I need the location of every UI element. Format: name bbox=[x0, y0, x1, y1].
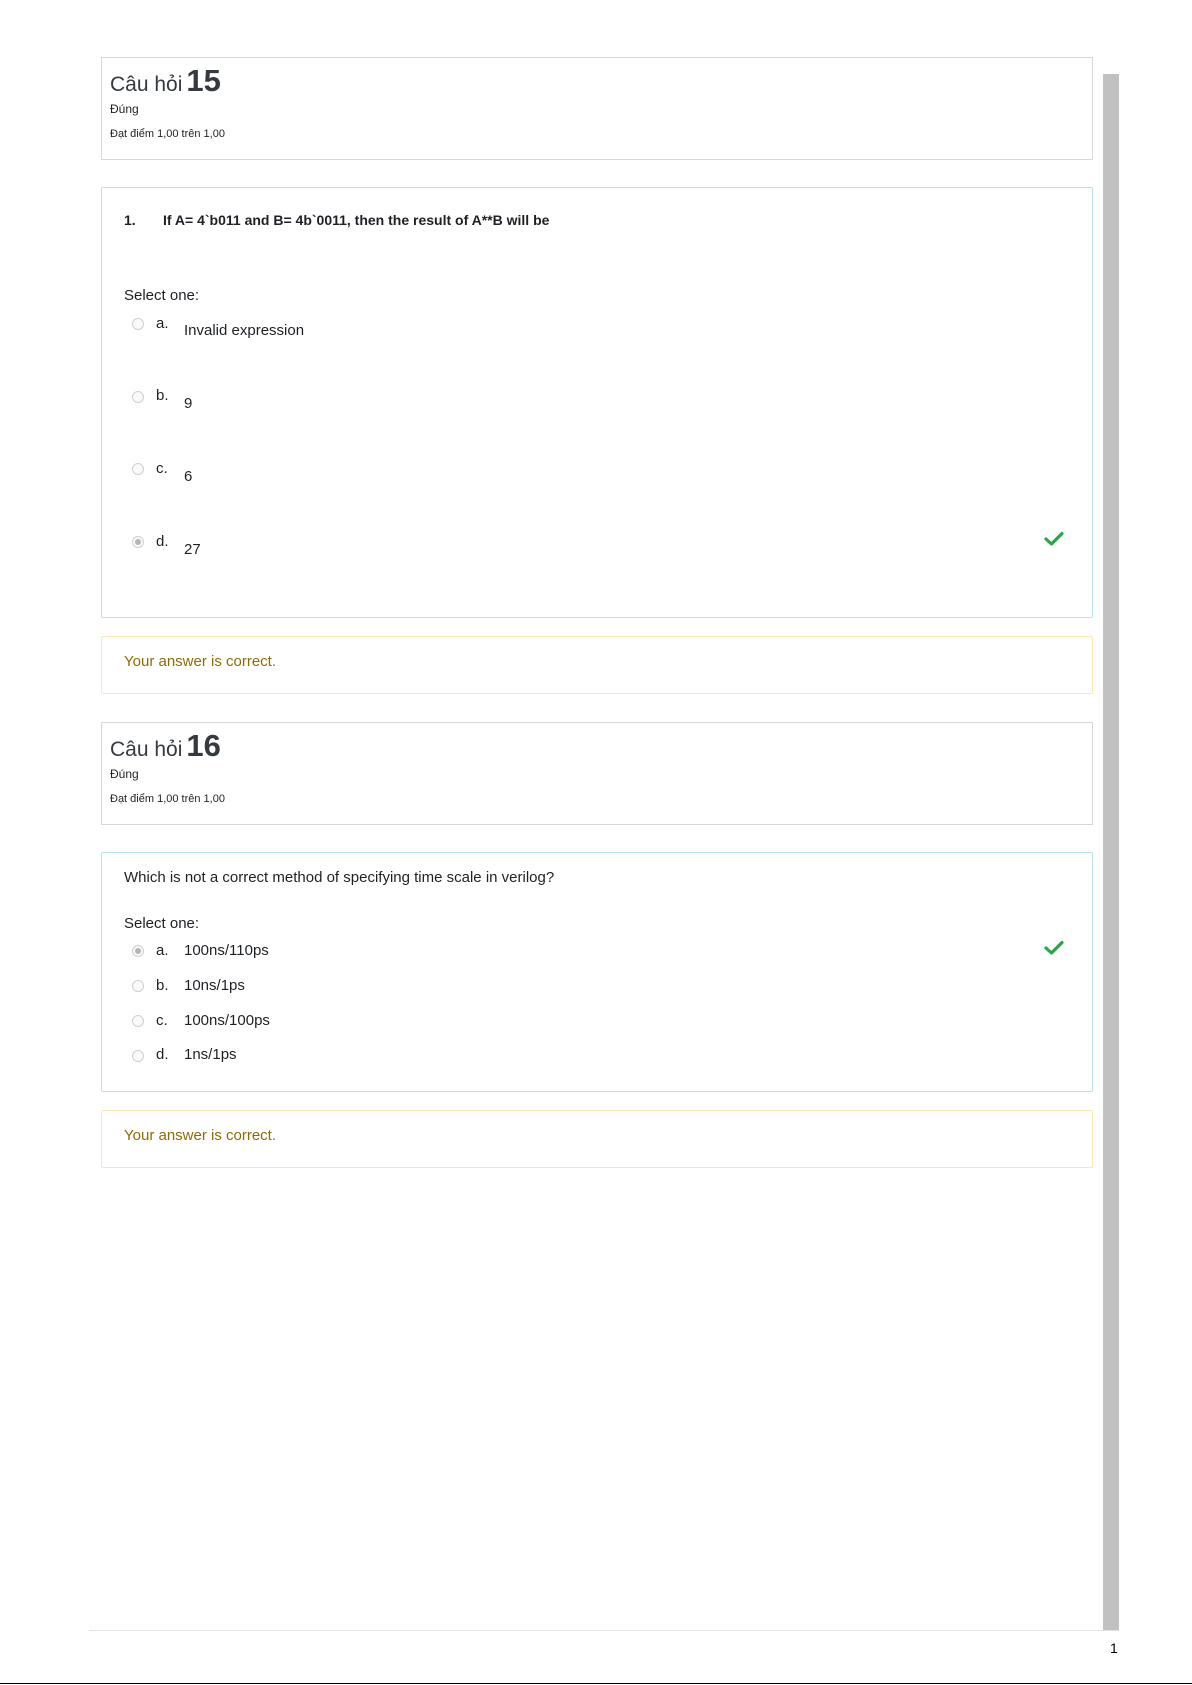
check-icon bbox=[1044, 531, 1064, 547]
question-text: If A= 4`b011 and B= 4b`0011, then the result of A**B will be bbox=[163, 212, 550, 228]
question-number-label: 1. bbox=[124, 212, 136, 228]
question-state: Đúng bbox=[110, 102, 139, 116]
radio-button[interactable] bbox=[132, 391, 144, 403]
option-text[interactable]: 1ns/1ps bbox=[184, 1046, 237, 1063]
option-text[interactable]: 100ns/110ps bbox=[184, 942, 269, 959]
question-grade: Đạt điểm 1,00 trên 1,00 bbox=[110, 793, 225, 805]
option-letter: b. bbox=[156, 977, 169, 994]
question-content-16 bbox=[101, 852, 1093, 1092]
question-title: Câu hỏi 16 bbox=[110, 728, 221, 763]
radio-button[interactable] bbox=[132, 463, 144, 475]
question-number: 15 bbox=[186, 63, 221, 98]
option-text[interactable]: 100ns/100ps bbox=[184, 1012, 270, 1029]
radio-button[interactable] bbox=[132, 980, 144, 992]
option-letter: c. bbox=[156, 460, 168, 477]
option-letter: c. bbox=[156, 1012, 168, 1029]
option-text[interactable]: 10ns/1ps bbox=[184, 977, 245, 994]
question-content-15 bbox=[101, 187, 1093, 618]
select-one-label: Select one: bbox=[124, 915, 200, 932]
option-text[interactable]: 6 bbox=[184, 468, 193, 485]
question-title: Câu hỏi 15 bbox=[110, 63, 221, 98]
page-number: 1 bbox=[1110, 1640, 1118, 1656]
radio-button[interactable] bbox=[132, 1050, 144, 1062]
option-letter: a. bbox=[156, 942, 169, 959]
option-letter: b. bbox=[156, 387, 169, 404]
check-icon bbox=[1044, 940, 1064, 956]
option-text[interactable]: 27 bbox=[184, 541, 201, 558]
option-text[interactable]: 9 bbox=[184, 395, 193, 412]
footer-divider bbox=[89, 1630, 1119, 1631]
radio-button[interactable] bbox=[132, 318, 144, 330]
question-state: Đúng bbox=[110, 767, 139, 781]
feedback-text: Your answer is correct. bbox=[124, 653, 277, 670]
question-grade: Đạt điểm 1,00 trên 1,00 bbox=[110, 128, 225, 140]
select-one-label: Select one: bbox=[124, 287, 200, 304]
option-letter: a. bbox=[156, 315, 169, 332]
page-scrollbar[interactable] bbox=[1103, 74, 1119, 1631]
option-letter: d. bbox=[156, 533, 169, 550]
question-info-16 bbox=[101, 722, 1093, 825]
radio-button[interactable] bbox=[132, 1015, 144, 1027]
feedback-box-15 bbox=[101, 636, 1093, 694]
radio-button[interactable] bbox=[132, 536, 144, 548]
question-number: 16 bbox=[186, 728, 221, 763]
question-info-15 bbox=[101, 57, 1093, 160]
question-text: Which is not a correct method of specifying time scale in verilog? bbox=[124, 869, 555, 886]
page-bottom-border bbox=[0, 1683, 1192, 1684]
option-letter: d. bbox=[156, 1046, 169, 1063]
radio-button[interactable] bbox=[132, 945, 144, 957]
feedback-text: Your answer is correct. bbox=[124, 1127, 277, 1144]
option-text[interactable]: Invalid expression bbox=[184, 322, 305, 339]
feedback-box-16 bbox=[101, 1110, 1093, 1168]
